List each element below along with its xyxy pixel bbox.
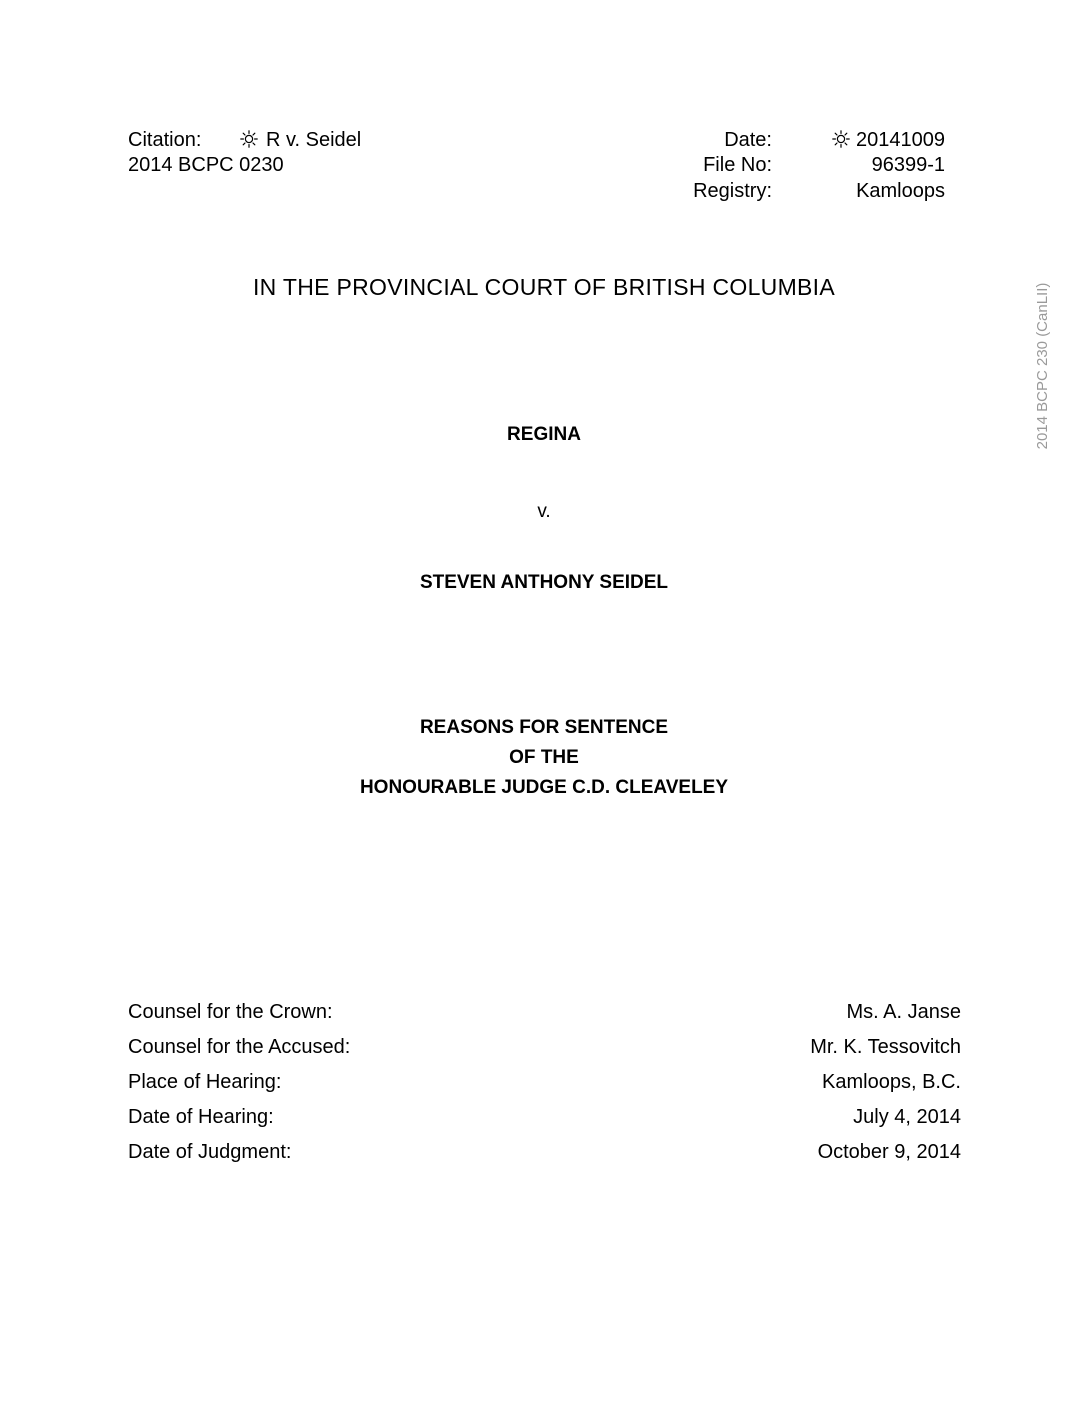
citation-reference: 2014 BCPC 0230	[128, 154, 284, 176]
date-of-hearing-value: July 4, 2014	[853, 1106, 961, 1128]
reasons-heading-line-2: OF THE	[509, 747, 579, 768]
sun-icon	[240, 128, 258, 152]
citation-title: R v. Seidel	[266, 129, 362, 151]
reasons-heading-line-3: HONOURABLE JUDGE C.D. CLEAVELEY	[359, 777, 729, 798]
place-of-hearing-label: Place of Hearing:	[128, 1071, 282, 1093]
date-label: Date:	[724, 129, 772, 151]
citation-label: Citation:	[128, 129, 202, 151]
place-of-hearing-value: Kamloops, B.C.	[822, 1071, 961, 1093]
file-number-label: File No:	[703, 154, 772, 176]
counsel-accused-label: Counsel for the Accused:	[128, 1036, 351, 1058]
court-title: IN THE PROVINCIAL COURT OF BRITISH COLUMBIA	[252, 274, 836, 300]
date-of-judgment-label: Date of Judgment:	[128, 1141, 292, 1163]
party-plaintiff: REGINA	[507, 424, 581, 445]
reasons-heading-line-1: REASONS FOR SENTENCE	[419, 717, 669, 738]
sun-icon	[832, 129, 856, 151]
counsel-crown-value: Ms. A. Janse	[846, 1001, 961, 1023]
party-accused: STEVEN ANTHONY SEIDEL	[419, 572, 669, 593]
counsel-accused-value: Mr. K. Tessovitch	[810, 1036, 961, 1058]
side-citation-watermark: 2014 BCPC 230 (CanLII)	[1034, 282, 1051, 450]
file-number-value: 96399-1	[871, 154, 945, 176]
date-of-judgment-value: October 9, 2014	[817, 1141, 961, 1163]
date-value-group	[790, 128, 945, 152]
counsel-crown-label: Counsel for the Crown:	[128, 1001, 333, 1023]
registry-label: Registry:	[693, 180, 772, 202]
date-value: 20141009	[856, 129, 945, 151]
registry-value: Kamloops	[856, 180, 945, 202]
versus-label: v.	[537, 501, 551, 522]
date-of-hearing-label: Date of Hearing:	[128, 1106, 274, 1128]
